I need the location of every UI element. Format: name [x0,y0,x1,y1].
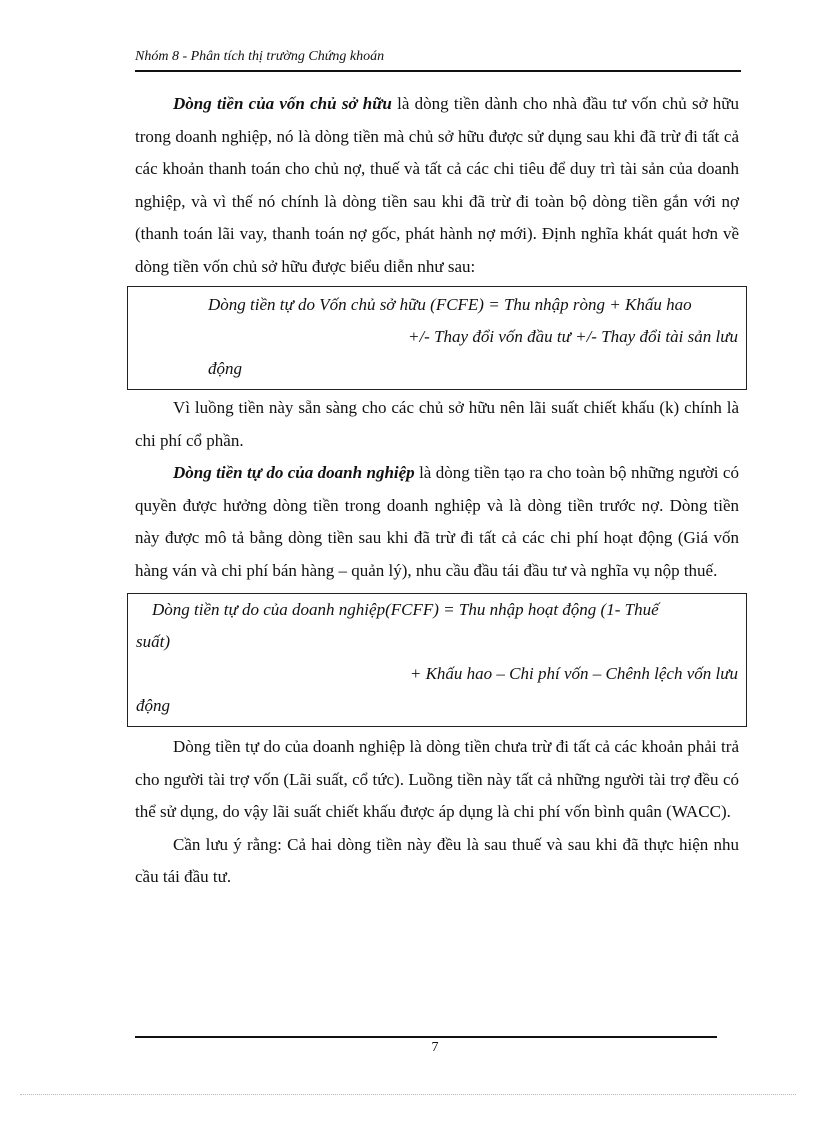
formula-line: động [208,359,242,378]
formula-line: + Khấu hao – Chi phí vốn – Chênh lệch vốn lưu [409,664,738,683]
formula-line: Dòng tiền tự do của doanh nghiệp(FCFF) = Thu nhập hoạt động (1- Thuế [152,600,659,619]
formula-box-fcfe [127,286,747,390]
paragraph-note: Cần lưu ý rằng: Cả hai dòng tiền này đều là sau thuế và sau khi đã thực hiện nhu cầu tái đầu tư. [135,834,739,886]
formula-line: động [136,696,170,715]
formula-line: suất) [136,632,170,651]
page-content [135,88,739,894]
term-fcfe: Dòng tiền của vốn chủ sở hữu [173,94,392,113]
page-number: 7 [431,1040,439,1055]
paragraph-fcff-wacc: Dòng tiền tự do của doanh nghiệp là dòng tiền chưa trừ đi tất cả các khoản phải trả cho người tài trợ vốn (Lãi suất, cổ tức). Luồng tiền này tất cả những người tài trợ đều có thể sử dụng, do vậy lãi suất chiết khấu được áp dụng là chi phí vốn bình quân (WACC). [135,737,739,821]
formula-line: Dòng tiền tự do Vốn chủ sở hữu (FCFE) = Thu nhập ròng + Khấu hao [208,295,692,314]
formula-line: +/- Thay đổi vốn đầu tư +/- Thay đổi tài sản lưu [407,327,738,346]
paragraph-text: là dòng tiền tạo ra cho toàn bộ những người có quyền được hưởng dòng tiền trong doanh nghiệp và là dòng tiền trước nợ. Dòng tiền này được mô tả bằng dòng tiền sau khi đã trừ đi tất cả các chi phí hoạt động (Giá vốn hàng ván và chi phí bán hàng – quản lý), nhu cầu đầu tái đầu tư và nghĩa vụ nộp thuế. [135,463,739,580]
page-bottom-border [20,1094,796,1095]
footer-rule [135,1036,717,1038]
formula-box-fcff [127,593,747,727]
paragraph-text: là dòng tiền dành cho nhà đầu tư vốn chủ sở hữu trong doanh nghiệp, nó là dòng tiền mà chủ sở hữu được sử dụng sau khi đã trừ đi tất cả các khoản thanh toán cho chủ nợ, thuế và tất cả các chi tiêu để duy trì tài sản của doanh nghiệp, và vì thế nó chính là dòng tiền sau khi đã trừ đi toàn bộ dòng tiền gắn với nợ (thanh toán lãi vay, thanh toán nợ gốc, phát hành nợ mới). Định nghĩa khát quát hơn về dòng tiền vốn chủ sở hữu được biểu diễn như sau: [135,94,740,276]
page-header: Nhóm 8 - Phân tích thị trường Chứng khoán [135,48,741,72]
paragraph-discount-rate: Vì luồng tiền này sẵn sàng cho các chủ sở hữu nên lãi suất chiết khấu (k) chính là chi phí cổ phần. [135,398,739,450]
paragraph-fcff-definition [135,457,739,587]
term-fcff: Dòng tiền tự do của doanh nghiệp [173,463,415,482]
paragraph-fcfe-definition [135,88,739,283]
